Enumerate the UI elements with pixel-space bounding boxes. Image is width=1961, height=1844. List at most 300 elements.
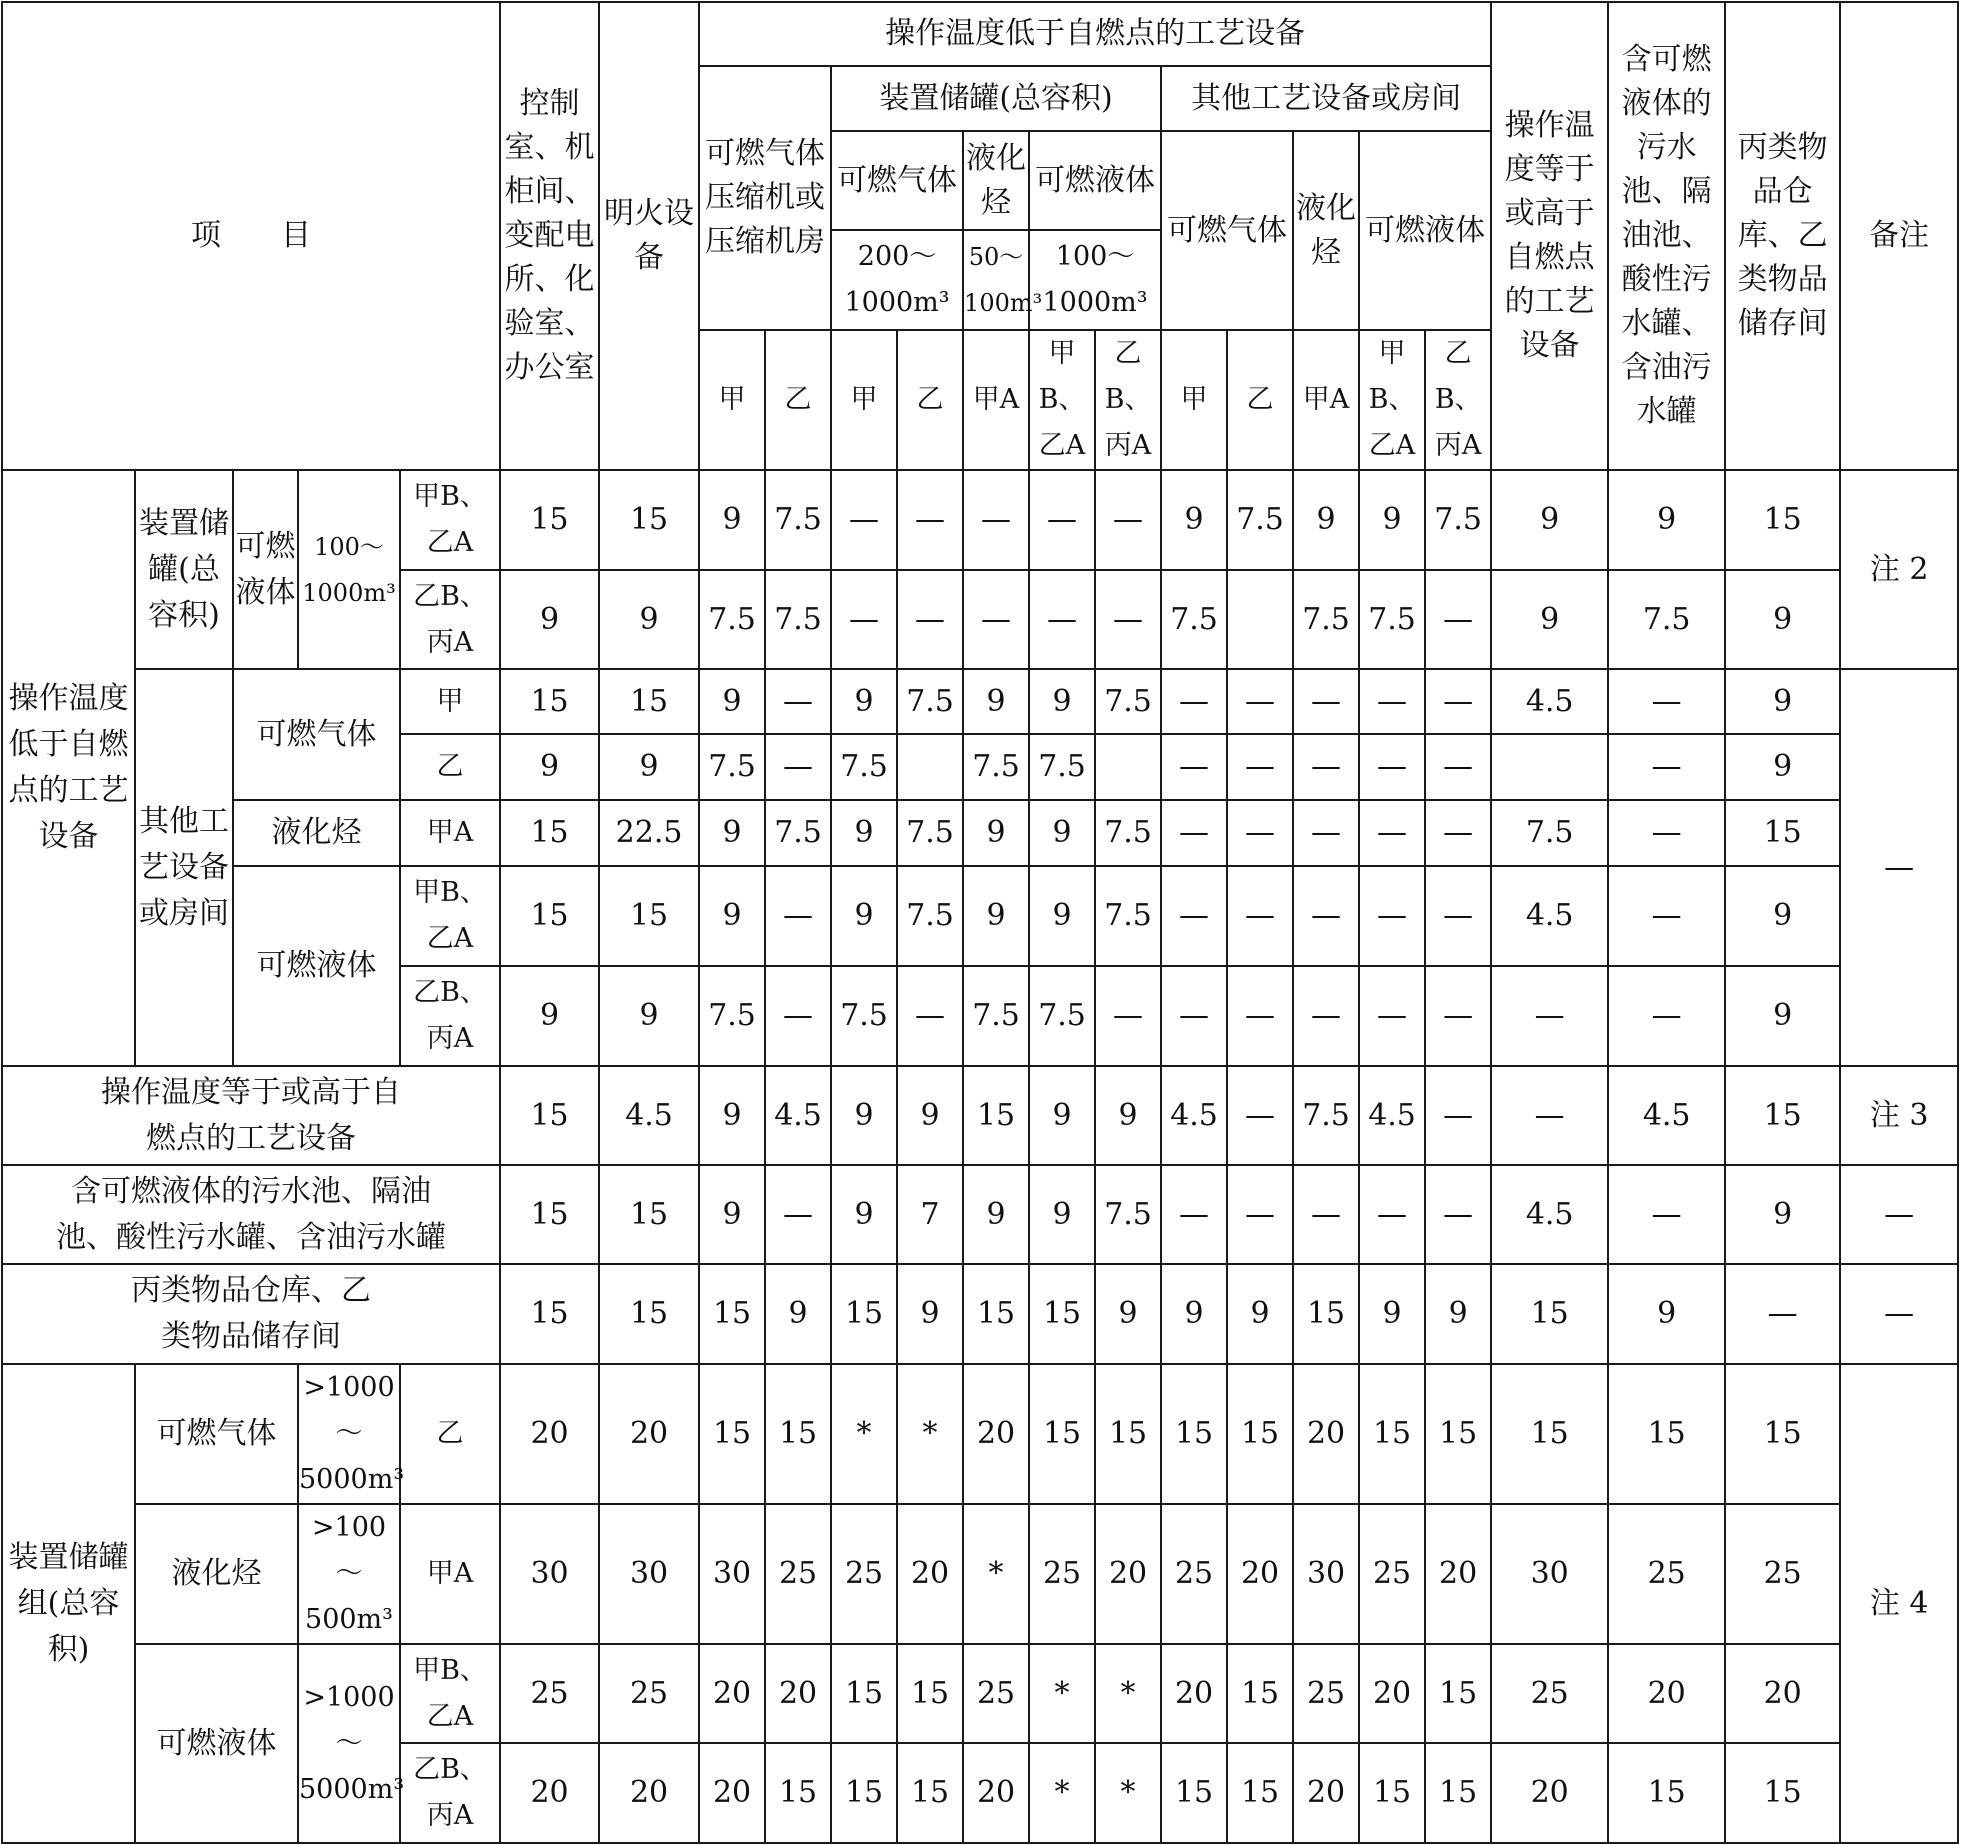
class-label: 甲A [963, 330, 1029, 470]
row-label: 操作温度等于或高于自燃点的工艺设备 [2, 1066, 500, 1165]
value-cell: 7.5 [1293, 570, 1359, 669]
value-cell: — [1293, 1165, 1359, 1264]
value-cell: 20 [897, 1504, 963, 1644]
value-cell: 9 [831, 800, 897, 866]
value-cell [1095, 734, 1161, 800]
row-volume-label: >1000～5000m³ [298, 1644, 400, 1843]
value-cell: 9 [699, 866, 765, 966]
value-cell: — [1095, 570, 1161, 669]
value-cell: 15 [1425, 1644, 1491, 1743]
value-cell: — [897, 966, 963, 1066]
value-cell: 15 [500, 866, 599, 966]
value-cell: 15 [1095, 1364, 1161, 1504]
value-cell [1491, 734, 1608, 800]
value-cell: 15 [831, 1264, 897, 1364]
value-cell: * [1095, 1743, 1161, 1843]
value-cell: 15 [1227, 1743, 1293, 1843]
value-cell: 9 [1608, 470, 1725, 570]
value-cell: 15 [1293, 1264, 1359, 1364]
header-remark: 备注 [1840, 2, 1958, 470]
value-cell: 20 [699, 1644, 765, 1743]
value-cell: 20 [1293, 1364, 1359, 1504]
value-cell: — [1425, 570, 1491, 669]
row-kind-label: 可燃液体 [135, 1644, 298, 1843]
header-other-liquid: 可燃液体 [1359, 131, 1491, 330]
value-cell: — [1293, 800, 1359, 866]
header-other-gas: 可燃气体 [1161, 131, 1293, 330]
value-cell: — [1227, 866, 1293, 966]
header-control-room: 控制室、机柜间、变配电所、化验室、办公室 [500, 2, 599, 470]
value-cell: — [1425, 669, 1491, 734]
value-cell: — [1425, 734, 1491, 800]
value-cell: 9 [963, 1165, 1029, 1264]
value-cell: 25 [1161, 1504, 1227, 1644]
header-below-autoignition: 操作温度低于自燃点的工艺设备 [699, 2, 1491, 66]
value-cell: 9 [1095, 1066, 1161, 1165]
header-tank-gas: 可燃气体 [831, 131, 963, 230]
value-cell: 25 [1029, 1504, 1095, 1644]
value-cell: 9 [831, 866, 897, 966]
class-label: 乙 [1227, 330, 1293, 470]
value-cell: 15 [1491, 1364, 1608, 1504]
value-cell: 7.5 [1425, 470, 1491, 570]
value-cell: — [1227, 1165, 1293, 1264]
value-cell: 15 [500, 669, 599, 734]
row-group-label: 操作温度低于自燃点的工艺设备 [2, 470, 135, 1066]
row-class-label: 甲A [400, 800, 500, 866]
value-cell: 4.5 [1491, 866, 1608, 966]
value-cell: — [831, 470, 897, 570]
value-cell: 7.5 [699, 570, 765, 669]
value-cell: — [1161, 734, 1227, 800]
value-cell: — [1161, 1165, 1227, 1264]
value-cell: 15 [1227, 1364, 1293, 1504]
value-cell: 15 [1725, 470, 1840, 570]
value-cell: — [1161, 669, 1227, 734]
value-cell: 9 [1725, 1165, 1840, 1264]
row-label: 丙类物品仓库、乙类物品储存间 [2, 1264, 500, 1364]
row-remark: 注 4 [1840, 1364, 1958, 1843]
value-cell: — [1095, 966, 1161, 1066]
value-cell: — [1293, 669, 1359, 734]
fire-spacing-table [1, 1, 1959, 1844]
value-cell: 7.5 [1608, 570, 1725, 669]
value-cell: 20 [1725, 1644, 1840, 1743]
row-class-label: 乙 [400, 1364, 500, 1504]
value-cell: 9 [831, 669, 897, 734]
value-cell: 7.5 [765, 470, 831, 570]
value-cell: — [1095, 470, 1161, 570]
value-cell: 15 [500, 1066, 599, 1165]
value-cell: 15 [500, 1165, 599, 1264]
header-tank-liquid-volume: 100～1000m³ [1029, 230, 1161, 330]
value-cell: 20 [699, 1743, 765, 1843]
header-sewage: 含可燃液体的污水池、隔油池、酸性污水罐、含油污水罐 [1608, 2, 1725, 470]
row-class-label: 乙 [400, 734, 500, 800]
value-cell: — [1425, 1165, 1491, 1264]
value-cell: 9 [500, 966, 599, 1066]
row-label: 含可燃液体的污水池、隔油池、酸性污水罐、含油污水罐 [2, 1165, 500, 1264]
value-cell: 9 [1095, 1264, 1161, 1364]
value-cell: — [1227, 669, 1293, 734]
value-cell: 4.5 [599, 1066, 699, 1165]
header-unit-tanks: 装置储罐(总容积) [831, 66, 1161, 131]
value-cell: 20 [1608, 1644, 1725, 1743]
value-cell: 15 [1725, 1743, 1840, 1843]
value-cell: 9 [599, 570, 699, 669]
row-volume-label: 100～1000m³ [298, 470, 400, 669]
class-label: 甲 [831, 330, 897, 470]
class-label: 甲B、乙A [1359, 330, 1425, 470]
value-cell: 15 [599, 470, 699, 570]
class-label: 乙B、丙A [1425, 330, 1491, 470]
value-cell: — [1491, 966, 1608, 1066]
value-cell: 7.5 [897, 800, 963, 866]
value-cell: 15 [500, 470, 599, 570]
value-cell: 15 [500, 1264, 599, 1364]
value-cell: 7.5 [1227, 470, 1293, 570]
value-cell: 15 [699, 1264, 765, 1364]
value-cell: 15 [765, 1364, 831, 1504]
value-cell: 9 [599, 966, 699, 1066]
value-cell: 9 [1359, 470, 1425, 570]
value-cell: 4.5 [1491, 1165, 1608, 1264]
value-cell: 7.5 [699, 966, 765, 1066]
value-cell: 7.5 [1029, 966, 1095, 1066]
value-cell: — [1293, 734, 1359, 800]
value-cell: 15 [1491, 1264, 1608, 1364]
row-remark: — [1840, 1165, 1958, 1264]
table-row [2, 1504, 1958, 1644]
row-class-label: 甲 [400, 669, 500, 734]
row-kind-label: 液化烃 [135, 1504, 298, 1644]
value-cell: 9 [1029, 1165, 1095, 1264]
value-cell: 9 [1029, 866, 1095, 966]
class-label: 甲 [699, 330, 765, 470]
value-cell: — [1359, 1165, 1425, 1264]
table-row [2, 800, 1958, 866]
value-cell: — [1608, 800, 1725, 866]
value-cell: 20 [1359, 1644, 1425, 1743]
value-cell: — [1608, 866, 1725, 966]
value-cell: 7.5 [765, 570, 831, 669]
value-cell: — [1293, 866, 1359, 966]
row-kind-label: 可燃液体 [233, 470, 298, 669]
value-cell: 15 [963, 1066, 1029, 1165]
value-cell: — [765, 669, 831, 734]
class-label: 乙B、丙A [1095, 330, 1161, 470]
value-cell: 9 [1293, 470, 1359, 570]
header-other-lpg: 液化烃 [1293, 131, 1359, 330]
value-cell: 9 [1725, 734, 1840, 800]
value-cell: 7.5 [1293, 1066, 1359, 1165]
value-cell: 15 [1227, 1644, 1293, 1743]
value-cell: 9 [1725, 570, 1840, 669]
value-cell: 9 [699, 669, 765, 734]
value-cell: 15 [500, 800, 599, 866]
value-cell: 7.5 [1029, 734, 1095, 800]
header-above-autoignition: 操作温度等于或高于自燃点的工艺设备 [1491, 2, 1608, 470]
header-tank-lpg: 液化烃 [963, 131, 1029, 230]
row-class-label: 乙B、丙A [400, 1743, 500, 1843]
value-cell: 7.5 [1095, 866, 1161, 966]
value-cell: 9 [897, 1264, 963, 1364]
value-cell: — [963, 570, 1029, 669]
value-cell: 20 [500, 1364, 599, 1504]
row-remark: — [1840, 1264, 1958, 1364]
row-kind-label: 可燃气体 [233, 669, 400, 800]
row-remark: — [1840, 669, 1958, 1066]
value-cell: 30 [599, 1504, 699, 1644]
value-cell: — [1029, 470, 1095, 570]
value-cell: 4.5 [765, 1066, 831, 1165]
value-cell: — [1227, 734, 1293, 800]
value-cell: 25 [1725, 1504, 1840, 1644]
value-cell: 15 [963, 1264, 1029, 1364]
value-cell: 4.5 [1161, 1066, 1227, 1165]
value-cell: — [1293, 966, 1359, 1066]
value-cell: 15 [1608, 1743, 1725, 1843]
value-cell: 15 [1029, 1364, 1095, 1504]
value-cell: 15 [765, 1743, 831, 1843]
value-cell: 15 [1161, 1364, 1227, 1504]
value-cell: — [765, 1165, 831, 1264]
table-row [2, 669, 1958, 734]
row-volume-label: >100～500m³ [298, 1504, 400, 1644]
header-other-equipment: 其他工艺设备或房间 [1161, 66, 1491, 131]
value-cell: 15 [1029, 1264, 1095, 1364]
value-cell: 9 [1161, 1264, 1227, 1364]
value-cell: 9 [963, 669, 1029, 734]
value-cell: — [765, 734, 831, 800]
value-cell: — [963, 470, 1029, 570]
value-cell: 7.5 [765, 800, 831, 866]
value-cell: 20 [1491, 1743, 1608, 1843]
row-class-label: 乙B、丙A [400, 570, 500, 669]
value-cell: 9 [765, 1264, 831, 1364]
value-cell: — [1161, 866, 1227, 966]
value-cell: — [1359, 866, 1425, 966]
value-cell: 7 [897, 1165, 963, 1264]
table-row [2, 1264, 1958, 1364]
value-cell: 20 [500, 1743, 599, 1843]
row-class-label: 甲A [400, 1504, 500, 1644]
value-cell: 15 [599, 669, 699, 734]
value-cell: 9 [1425, 1264, 1491, 1364]
value-cell: — [1425, 800, 1491, 866]
row-class-label: 甲B、乙A [400, 1644, 500, 1743]
value-cell: — [1161, 800, 1227, 866]
value-cell: 9 [699, 470, 765, 570]
value-cell: 15 [1359, 1743, 1425, 1843]
value-cell: 4.5 [1359, 1066, 1425, 1165]
value-cell: 20 [1095, 1504, 1161, 1644]
value-cell: 7.5 [1491, 800, 1608, 866]
value-cell: 7.5 [897, 669, 963, 734]
value-cell: 9 [963, 800, 1029, 866]
value-cell: 20 [1293, 1743, 1359, 1843]
value-cell: 20 [1161, 1644, 1227, 1743]
value-cell: 9 [1029, 800, 1095, 866]
value-cell: 9 [1359, 1264, 1425, 1364]
value-cell: 15 [897, 1743, 963, 1843]
value-cell: 9 [1161, 470, 1227, 570]
value-cell: 9 [897, 1066, 963, 1165]
value-cell: 7.5 [1095, 1165, 1161, 1264]
value-cell: 7.5 [831, 966, 897, 1066]
value-cell: 15 [831, 1743, 897, 1843]
row-group-label: 装置储罐组(总容积) [2, 1364, 135, 1843]
value-cell: — [1425, 966, 1491, 1066]
value-cell: 9 [1725, 866, 1840, 966]
value-cell: — [897, 570, 963, 669]
value-cell: 30 [1491, 1504, 1608, 1644]
row-class-label: 甲B、乙A [400, 470, 500, 570]
value-cell: — [1491, 1066, 1608, 1165]
value-cell: 7.5 [1359, 570, 1425, 669]
value-cell: — [1608, 966, 1725, 1066]
value-cell: 9 [1725, 669, 1840, 734]
class-label: 甲 [1161, 330, 1227, 470]
value-cell: 22.5 [599, 800, 699, 866]
table-row [2, 1165, 1958, 1264]
value-cell: 20 [963, 1743, 1029, 1843]
value-cell: * [1095, 1644, 1161, 1743]
value-cell: 20 [963, 1364, 1029, 1504]
value-cell: 9 [1491, 570, 1608, 669]
value-cell: 25 [1491, 1644, 1608, 1743]
value-cell: — [1227, 1066, 1293, 1165]
value-cell: 30 [500, 1504, 599, 1644]
value-cell: 15 [1425, 1743, 1491, 1843]
value-cell: 9 [1725, 966, 1840, 1066]
value-cell: 7.5 [699, 734, 765, 800]
table-row [2, 866, 1958, 966]
value-cell: — [897, 470, 963, 570]
value-cell: — [1359, 966, 1425, 1066]
header-item: 项 目 [2, 2, 500, 470]
value-cell: * [1029, 1644, 1095, 1743]
value-cell: 25 [765, 1504, 831, 1644]
value-cell: 7.5 [963, 966, 1029, 1066]
value-cell: — [1161, 966, 1227, 1066]
value-cell: — [1725, 1264, 1840, 1364]
row-class-label: 甲B、乙A [400, 866, 500, 966]
value-cell: 20 [1425, 1504, 1491, 1644]
value-cell: 25 [831, 1504, 897, 1644]
value-cell: — [765, 866, 831, 966]
value-cell: — [831, 570, 897, 669]
value-cell: 20 [599, 1364, 699, 1504]
value-cell: 15 [699, 1364, 765, 1504]
value-cell: 9 [963, 866, 1029, 966]
header-warehouse: 丙类物品仓库、乙类物品储存间 [1725, 2, 1840, 470]
value-cell: — [1227, 966, 1293, 1066]
value-cell [1227, 570, 1293, 669]
value-cell: 20 [1227, 1504, 1293, 1644]
value-cell: 15 [1425, 1364, 1491, 1504]
class-label: 甲B、乙A [1029, 330, 1095, 470]
value-cell: 9 [699, 1165, 765, 1264]
value-cell: 7.5 [1095, 669, 1161, 734]
value-cell: 15 [831, 1644, 897, 1743]
value-cell: — [1227, 800, 1293, 866]
value-cell: 7.5 [831, 734, 897, 800]
value-cell: 9 [500, 734, 599, 800]
value-cell: 15 [1725, 1364, 1840, 1504]
value-cell: * [1029, 1743, 1095, 1843]
value-cell: * [963, 1504, 1029, 1644]
value-cell: 25 [500, 1644, 599, 1743]
value-cell: 25 [1608, 1504, 1725, 1644]
value-cell: 9 [1227, 1264, 1293, 1364]
value-cell: 9 [1029, 1066, 1095, 1165]
value-cell: 15 [599, 1264, 699, 1364]
value-cell: — [1359, 734, 1425, 800]
value-cell: * [831, 1364, 897, 1504]
value-cell: 15 [897, 1644, 963, 1743]
row-remark: 注 3 [1840, 1066, 1958, 1165]
value-cell: 30 [1293, 1504, 1359, 1644]
value-cell: 9 [831, 1165, 897, 1264]
row-kind-label: 液化烃 [233, 800, 400, 866]
class-label: 甲A [1293, 330, 1359, 470]
row-kind-label: 可燃气体 [135, 1364, 298, 1504]
value-cell: 15 [599, 866, 699, 966]
header-compressor: 可燃气体压缩机或压缩机房 [699, 66, 831, 330]
value-cell: 20 [599, 1743, 699, 1843]
value-cell: 7.5 [963, 734, 1029, 800]
value-cell: 9 [699, 1066, 765, 1165]
value-cell: 30 [699, 1504, 765, 1644]
value-cell: 15 [1359, 1364, 1425, 1504]
header-tank-gas-volume: 200～1000m³ [831, 230, 963, 330]
value-cell: 9 [831, 1066, 897, 1165]
value-cell: * [897, 1364, 963, 1504]
value-cell: 9 [500, 570, 599, 669]
value-cell: — [765, 966, 831, 1066]
value-cell: 9 [1029, 669, 1095, 734]
value-cell: 9 [699, 800, 765, 866]
value-cell: 9 [1491, 470, 1608, 570]
value-cell: 15 [1725, 800, 1840, 866]
value-cell: 15 [1161, 1743, 1227, 1843]
class-label: 乙 [765, 330, 831, 470]
value-cell: — [1608, 669, 1725, 734]
value-cell: 9 [599, 734, 699, 800]
row-sub-label: 其他工艺设备或房间 [135, 669, 233, 1066]
value-cell: — [1359, 800, 1425, 866]
value-cell: — [1029, 570, 1095, 669]
row-volume-label: >1000～5000m³ [298, 1364, 400, 1504]
row-sub-label: 装置储罐(总容积) [135, 470, 233, 669]
value-cell: 9 [1608, 1264, 1725, 1364]
value-cell: 25 [1293, 1644, 1359, 1743]
value-cell: 15 [1725, 1066, 1840, 1165]
value-cell: 4.5 [1608, 1066, 1725, 1165]
table-row [2, 470, 1958, 570]
value-cell: 15 [599, 1165, 699, 1264]
header-open-fire: 明火设备 [599, 2, 699, 470]
value-cell: 25 [1359, 1504, 1425, 1644]
table-row [2, 1364, 1958, 1504]
header-tank-lpg-volume: 50～100m³ [963, 230, 1029, 330]
class-label: 乙 [897, 330, 963, 470]
value-cell: 7.5 [897, 866, 963, 966]
value-cell: 20 [765, 1644, 831, 1743]
value-cell: — [1359, 669, 1425, 734]
value-cell: 7.5 [1161, 570, 1227, 669]
